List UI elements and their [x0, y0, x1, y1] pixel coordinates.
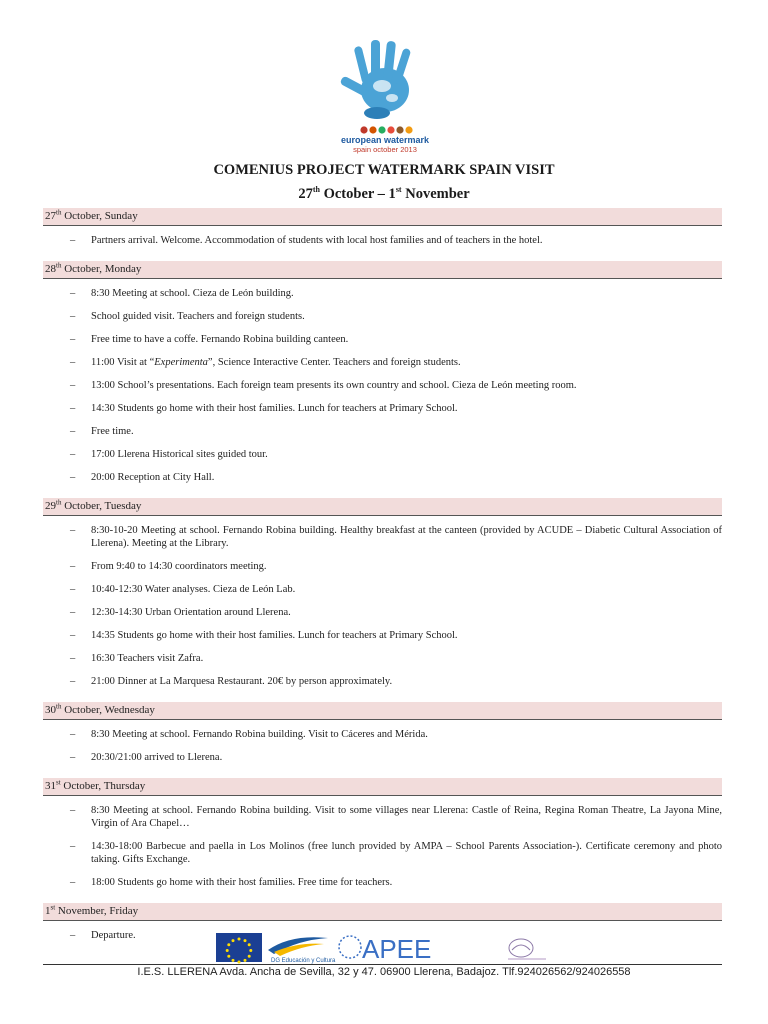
dash-bullet: – — [70, 805, 76, 816]
day-items — [43, 226, 722, 261]
schedule-item — [43, 402, 722, 415]
dash-bullet: – — [70, 235, 76, 246]
day-items — [43, 516, 722, 702]
parents-association-emblem — [508, 939, 546, 959]
schedule-item-text: Departure. — [91, 930, 136, 941]
schedule-item — [43, 840, 722, 866]
schedule-item — [43, 751, 722, 764]
schedule-item — [43, 333, 722, 346]
day-items — [43, 720, 722, 778]
dash-bullet: – — [70, 357, 76, 368]
schedule-item — [43, 287, 722, 300]
schedule-item-text: 12:30-14:30 Urban Orientation around Llerena. — [91, 607, 291, 618]
dash-bullet: – — [70, 676, 76, 687]
schedule-item-text: School guided visit. Teachers and foreign students. — [91, 311, 305, 322]
schedule-item-text: 13:00 School’s presentations. Each foreign team presents its own country and school. Cieza de León meeting room. — [91, 380, 577, 391]
schedule-item — [43, 629, 722, 642]
schedule-item-text: 16:30 Teachers visit Zafra. — [91, 653, 204, 664]
day-items — [43, 796, 722, 903]
dash-bullet: – — [70, 403, 76, 414]
schedule-item — [43, 675, 722, 688]
logo-line1: european watermark — [340, 135, 430, 145]
dash-bullet: – — [70, 653, 76, 664]
eu-flag-icon — [216, 933, 262, 964]
dash-bullet: – — [70, 426, 76, 437]
dash-bullet: – — [70, 311, 76, 322]
dash-bullet: – — [70, 334, 76, 345]
dash-bullet: – — [70, 472, 76, 483]
day-header: 28th October, Monday — [43, 261, 722, 279]
apee-text: APEE — [362, 934, 432, 964]
schedule-item-text: Free time. — [91, 426, 134, 437]
dash-bullet: – — [70, 607, 76, 618]
schedule-item — [43, 471, 722, 484]
schedule-item-text: 8:30 Meeting at school. Fernando Robina building. Visit to some villages near Llerena: Castle of Reina, Regina Roman Theatre, La Jayona Mine, Virgin of Ara Chapel… — [91, 805, 722, 829]
schedule-item — [43, 560, 722, 573]
schedule-item-text: Partners arrival. Welcome. Accommodation of students with local host families and of teachers in the hotel. — [91, 235, 543, 246]
dash-bullet: – — [70, 380, 76, 391]
dash-bullet: – — [70, 525, 76, 536]
schedule — [43, 208, 722, 956]
schedule-item — [43, 876, 722, 889]
schedule-item — [43, 606, 722, 619]
dash-bullet: – — [70, 752, 76, 763]
schedule-item-text: Free time to have a coffe. Fernando Robina building canteen. — [91, 334, 349, 345]
schedule-item — [43, 728, 722, 741]
dash-bullet: – — [70, 841, 76, 852]
day-header: 29th October, Tuesday — [43, 498, 722, 516]
schedule-item-text: 8:30 Meeting at school. Cieza de León building. — [91, 288, 294, 299]
schedule-item-text: 11:00 Visit at “Experimenta”, Science Interactive Center. Teachers and foreign students. — [91, 357, 461, 368]
schedule-item — [43, 804, 722, 830]
watermark-logo — [330, 38, 440, 156]
apee-logo — [339, 934, 431, 964]
education-culture-logo — [268, 937, 336, 964]
dash-bullet: – — [70, 729, 76, 740]
schedule-item-text: 17:00 Llerena Historical sites guided tour. — [91, 449, 268, 460]
schedule-item-text: 18:00 Students go home with their host families. Free time for teachers. — [91, 877, 393, 888]
dash-bullet: – — [70, 630, 76, 641]
page-title: COMENIUS PROJECT WATERMARK SPAIN VISIT — [213, 162, 555, 178]
dash-bullet: – — [70, 584, 76, 595]
schedule-item-text: From 9:40 to 14:30 coordinators meeting. — [91, 561, 267, 572]
date-range: 27th October – 1st November — [298, 185, 470, 202]
day-header: 31st October, Thursday — [43, 778, 722, 796]
hand-print-icon — [330, 38, 440, 156]
schedule-item — [43, 652, 722, 665]
schedule-item — [43, 356, 722, 369]
schedule-item-text: 14:35 Students go home with their host families. Lunch for teachers at Primary School. — [91, 630, 458, 641]
footer-logos — [216, 930, 556, 964]
schedule-item-text: 14:30-18:00 Barbecue and paella in Los Molinos (free lunch provided by AMPA – School Parents Association-). Certificate ceremony and photo taking. Gifts Exchange. — [91, 841, 722, 865]
dash-bullet: – — [70, 930, 76, 941]
day-items — [43, 279, 722, 498]
schedule-item-text: 20:00 Reception at City Hall. — [91, 472, 215, 483]
dash-bullet: – — [70, 877, 76, 888]
schedule-item-text: 21:00 Dinner at La Marquesa Restaurant. 20€ by person approximately. — [91, 676, 393, 687]
footer-divider — [43, 964, 722, 965]
day-header: 27th October, Sunday — [43, 208, 722, 226]
schedule-item — [43, 234, 722, 247]
schedule-item — [43, 524, 722, 550]
dash-bullet: – — [70, 561, 76, 572]
schedule-item-text: 20:30/21:00 arrived to Llerena. — [91, 752, 223, 763]
schedule-item-text: 8:30 Meeting at school. Fernando Robina building. Visit to Cáceres and Mérida. — [91, 729, 428, 740]
footer-address: I.E.S. LLERENA Avda. Ancha de Sevilla, 32 y 47. 06900 Llerena, Badajoz. Tlf.924026562/924026558 — [137, 966, 631, 978]
schedule-item — [43, 379, 722, 392]
schedule-item-text: 10:40-12:30 Water analyses. Cieza de León Lab. — [91, 584, 296, 595]
dash-bullet: – — [70, 449, 76, 460]
day-header: 1st November, Friday — [43, 903, 722, 921]
schedule-item-text: 14:30 Students go home with their host families. Lunch for teachers at Primary School. — [91, 403, 458, 414]
schedule-item — [43, 310, 722, 323]
schedule-item — [43, 583, 722, 596]
day-header: 30th October, Wednesday — [43, 702, 722, 720]
schedule-item — [43, 425, 722, 438]
dg-caption: DG Educación y Cultura — [271, 958, 336, 964]
schedule-item — [43, 448, 722, 461]
schedule-item-text: 8:30-10-20 Meeting at school. Fernando Robina building. Healthy breakfast at the canteen (provided by ACUDE – Diabetic Cultural Association of Llerena). Meeting at the Library. — [91, 525, 722, 549]
logo-line2: spain october 2013 — [353, 145, 417, 154]
dash-bullet: – — [70, 288, 76, 299]
